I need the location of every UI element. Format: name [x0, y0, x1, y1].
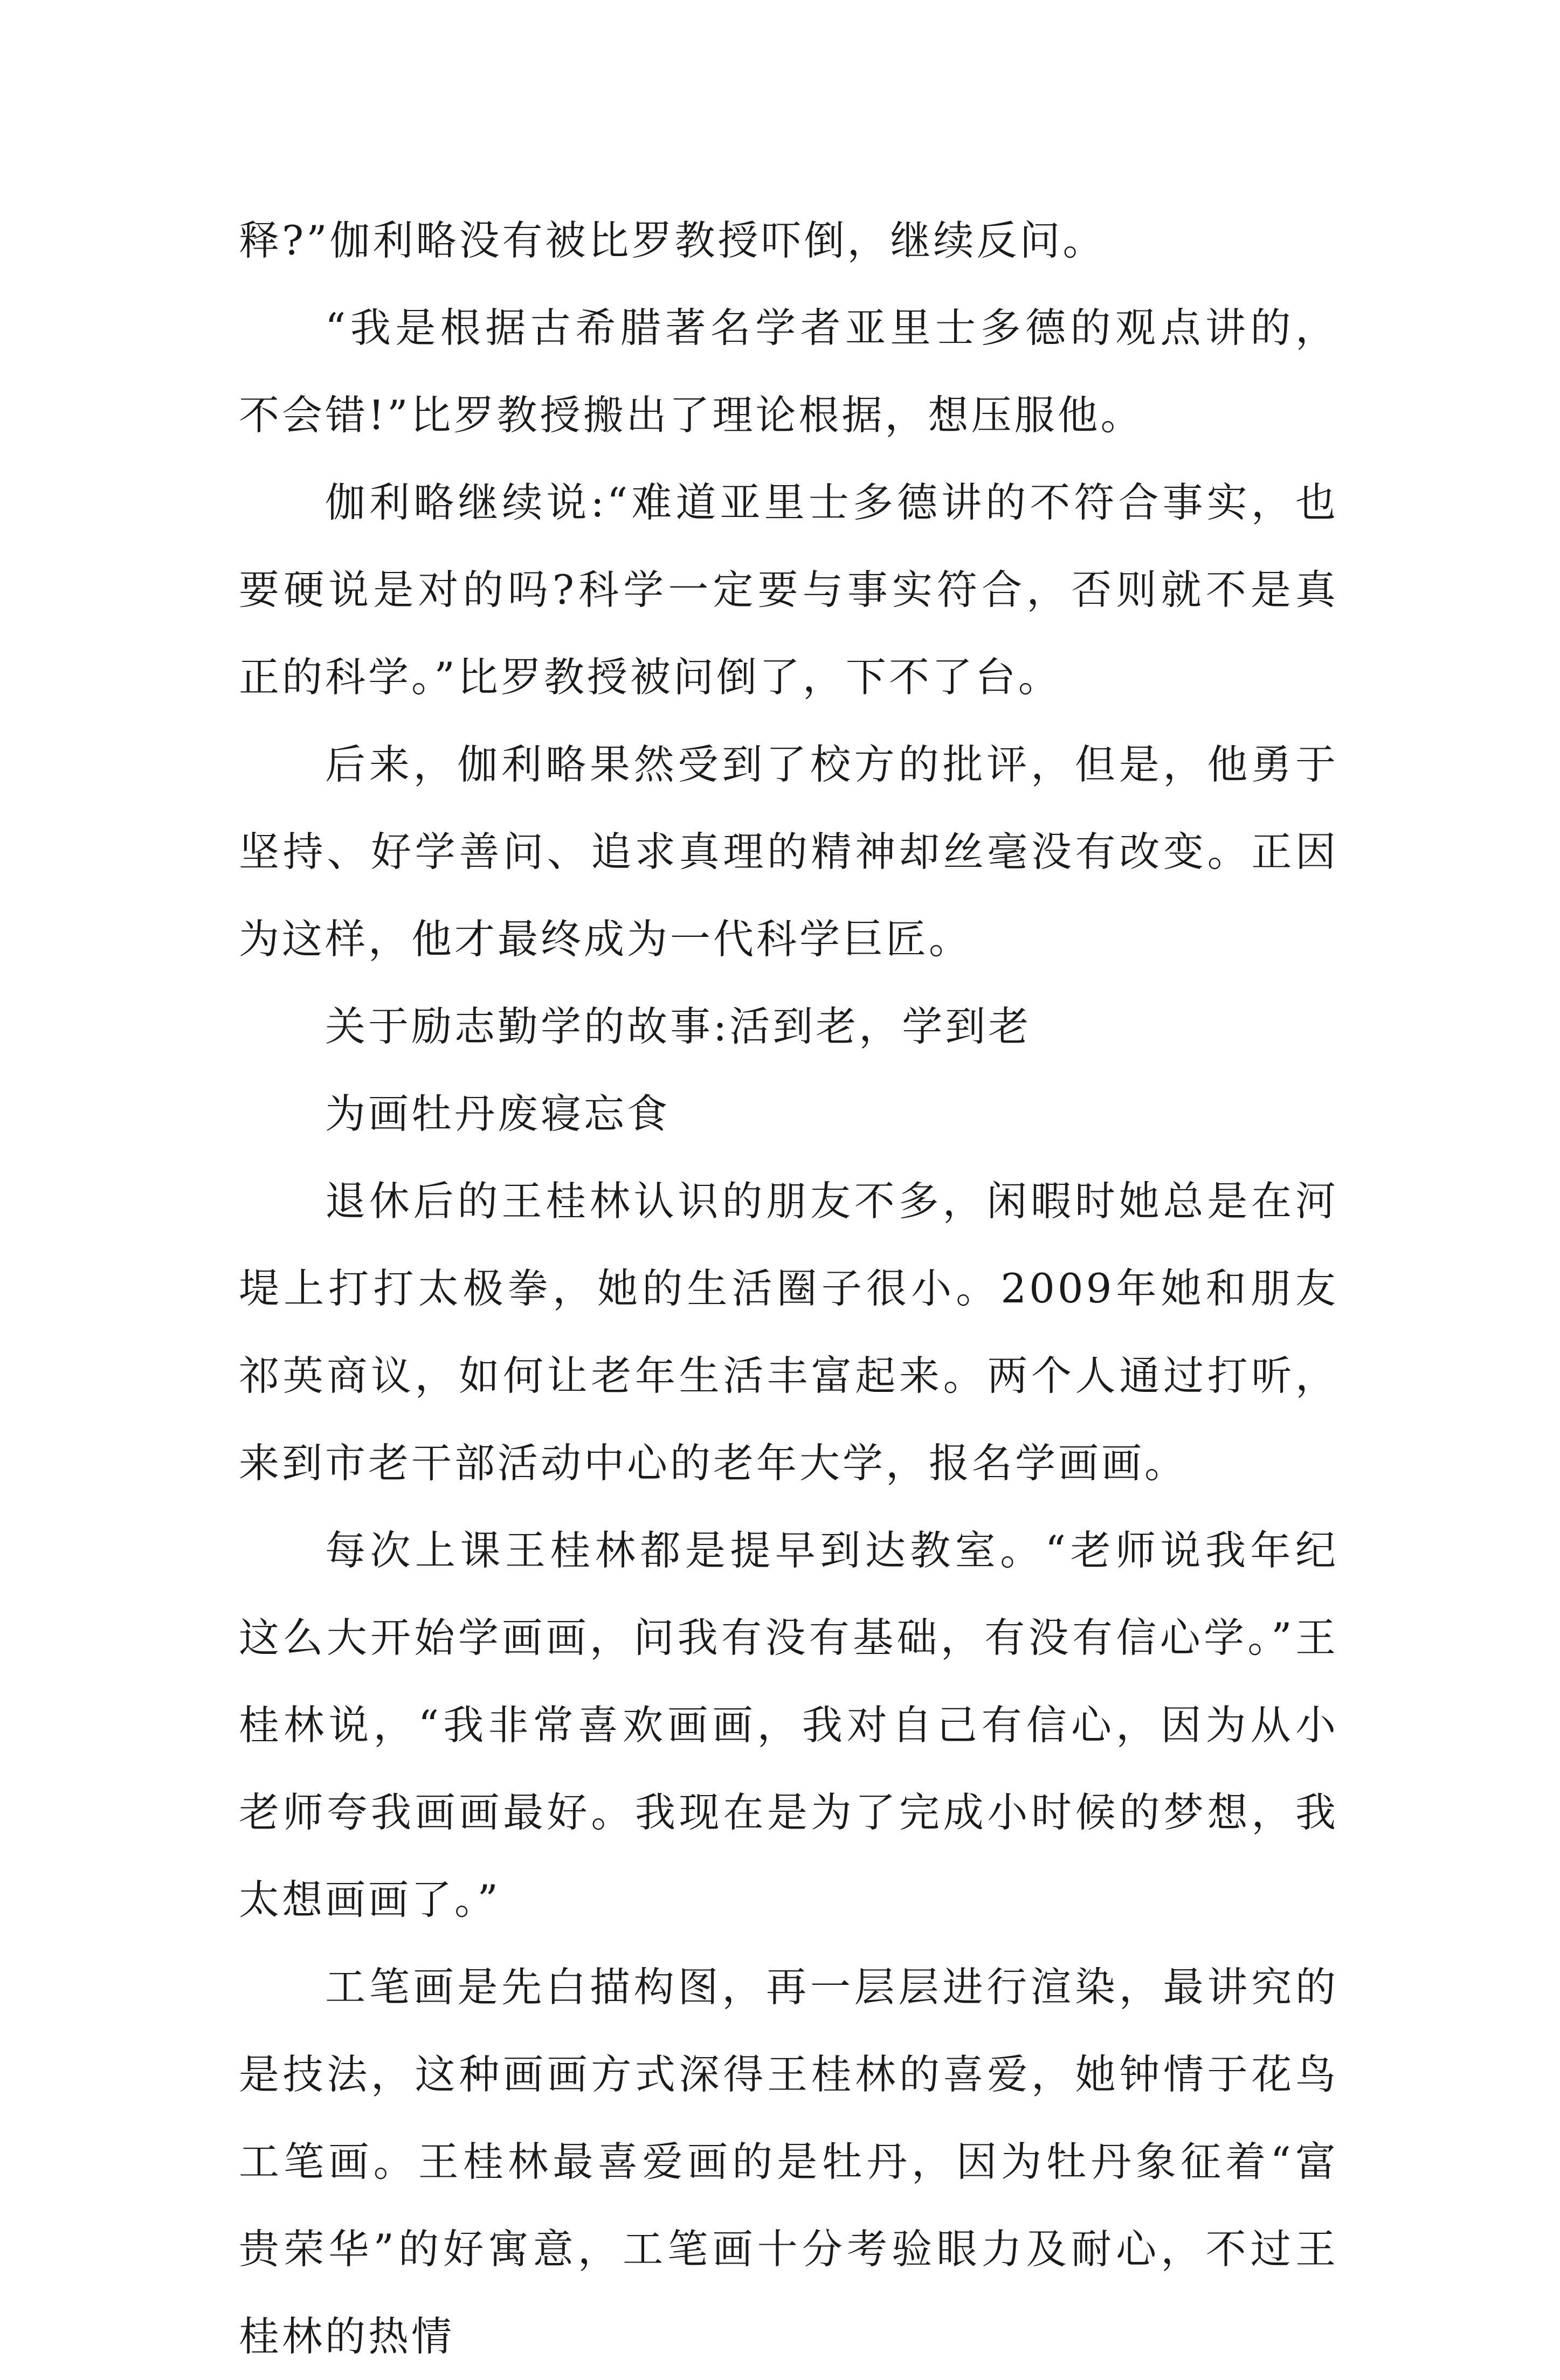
paragraph: 后来，伽利略果然受到了校方的批评，但是，他勇于坚持、好学善问、追求真理的精神却丝毫没有改变。正因为这样，他才最终成为一代科学巨匠。	[239, 741, 1338, 963]
body-text	[239, 197, 1338, 2380]
section-heading: 关于励志勤学的故事:活到老，学到老	[325, 1003, 1032, 1050]
paragraph: 退休后的王桂林认识的朋友不多，闲暇时她总是在河堤上打打太极拳，她的生活圈子很小。2009年她和朋友祁英商议，如何让老年生活丰富起来。两个人通过打听，来到市老干部活动中心的老年大学，报名学画画。	[239, 1177, 1338, 1487]
subsection-heading: 为画牡丹废寝忘食	[325, 1090, 671, 1137]
paragraph: 伽利略继续说:“难道亚里士多德讲的不符合事实，也要硬说是对的吗?科学一定要与事实符合，否则就不是真正的科学。”比罗教授被问倒了，下不了台。	[239, 479, 1338, 701]
paragraph: 工笔画是先白描构图，再一层层进行渲染，最讲究的是技法，这种画画方式深得王桂林的喜爱，她钟情于花鸟工笔画。王桂林最喜爱画的是牡丹，因为牡丹象征着“富贵荣华”的好寓意，工笔画十分考验眼力及耐心，不过王桂林的热情	[239, 1963, 1338, 2360]
paragraph: “我是根据古希腊著名学者亚里士多德的观点讲的，不会错!”比罗教授搬出了理论根据，想压服他。	[239, 304, 1338, 439]
paragraph: 每次上课王桂林都是提早到达教室。“老师说我年纪这么大开始学画画，问我有没有基础，有没有信心学。”王桂林说，“我非常喜欢画画，我对自己有信心，因为从小老师夸我画画最好。我现在是为了完成小时候的梦想，我太想画画了。”	[239, 1527, 1338, 1923]
paragraph-continuation: 释?”伽利略没有被比罗教授吓倒，继续反问。	[239, 217, 1106, 264]
